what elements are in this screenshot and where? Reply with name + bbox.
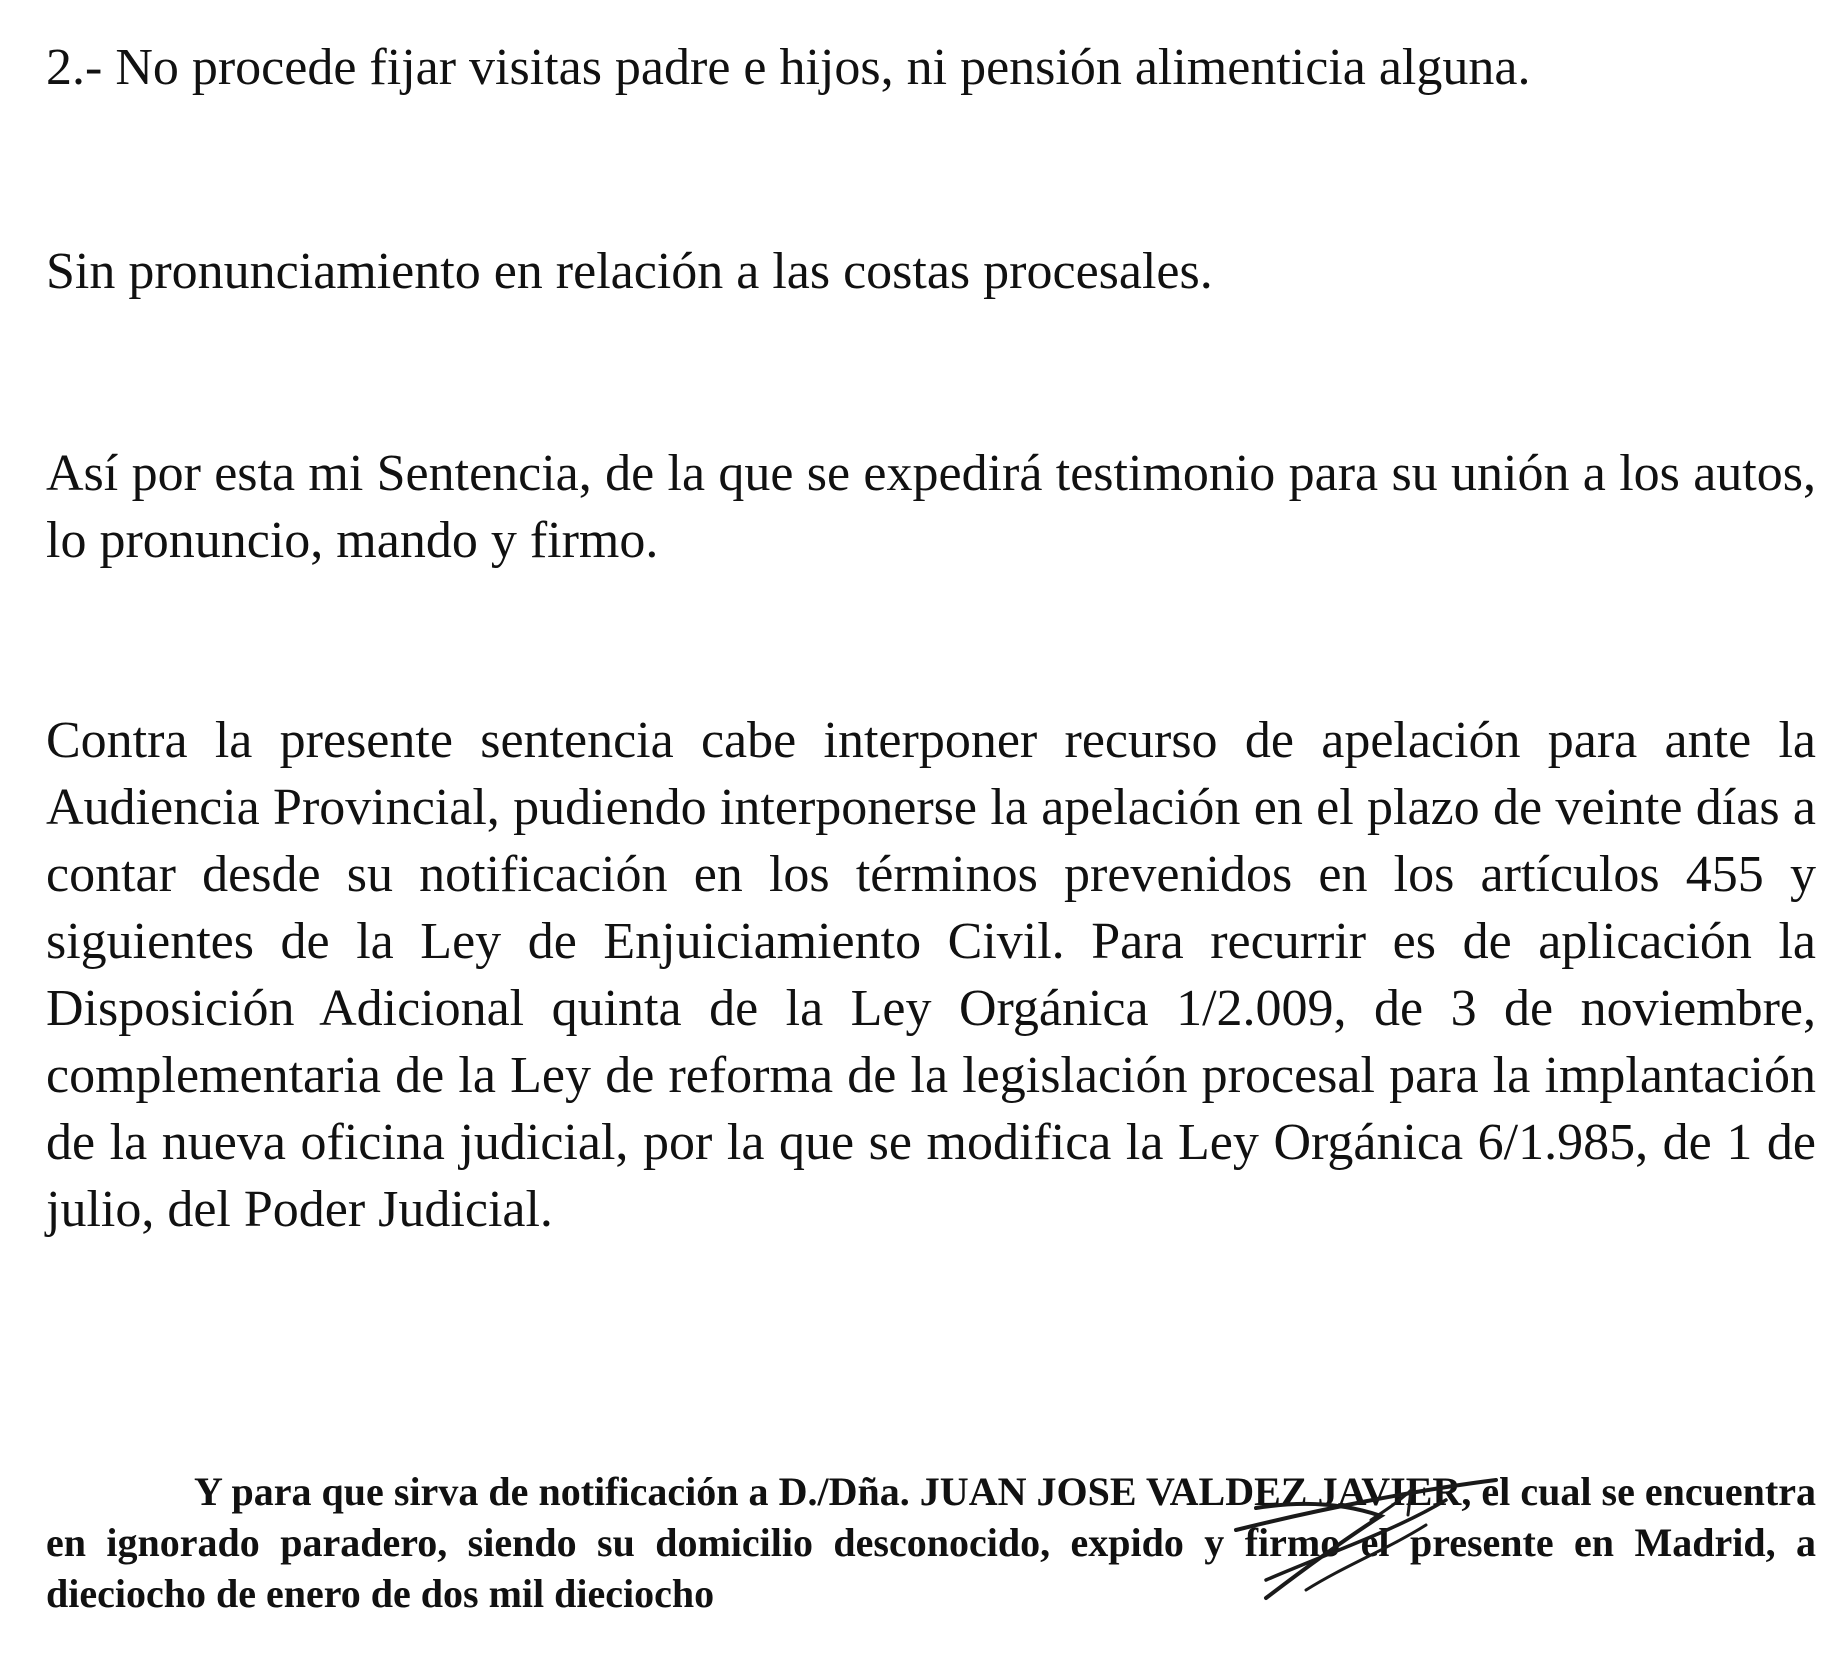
paragraph-visits: 2.- No procede fijar visitas padre e hijos, ni pensión alimenticia alguna. xyxy=(46,39,1531,96)
paragraph-appeal: Contra la presente sentencia cabe interponer recurso de apelación para ante la Audiencia Provincial, pudiendo interponerse la apelación en el plazo de veinte días a contar desde su notificación en los términos prevenidos en los artículos 455 y siguientes de la Ley de Enjuiciamiento Civil. Para recurrir es de aplicación la Disposición Adicional quinta de la Ley Orgánica 1/2.009, de 3 de noviembre, complementaria de la Ley de reforma de la legislación procesal para la implantación de la nueva oficina judicial, por la que se modifica la Ley Orgánica 6/1.985, de 1 de julio, del Poder Judicial. xyxy=(46,712,1816,1238)
paragraph-sentence: Así por esta mi Sentencia, de la que se expedirá testimonio para su unión a los autos, lo pronuncio, mando y firmo. xyxy=(46,445,1816,569)
paragraph-costs: Sin pronunciamiento en relación a las costas procesales. xyxy=(46,243,1213,300)
notification-paragraph: Y para que sirva de notificación a D./Dña. JUAN JOSE VALDEZ JAVIER, el cual se encuentra en ignorado paradero, siendo su domicilio desconocido, expido y firmo el presente en Madrid, a dieciocho de enero de dos mil dieciocho xyxy=(46,1469,1816,1616)
